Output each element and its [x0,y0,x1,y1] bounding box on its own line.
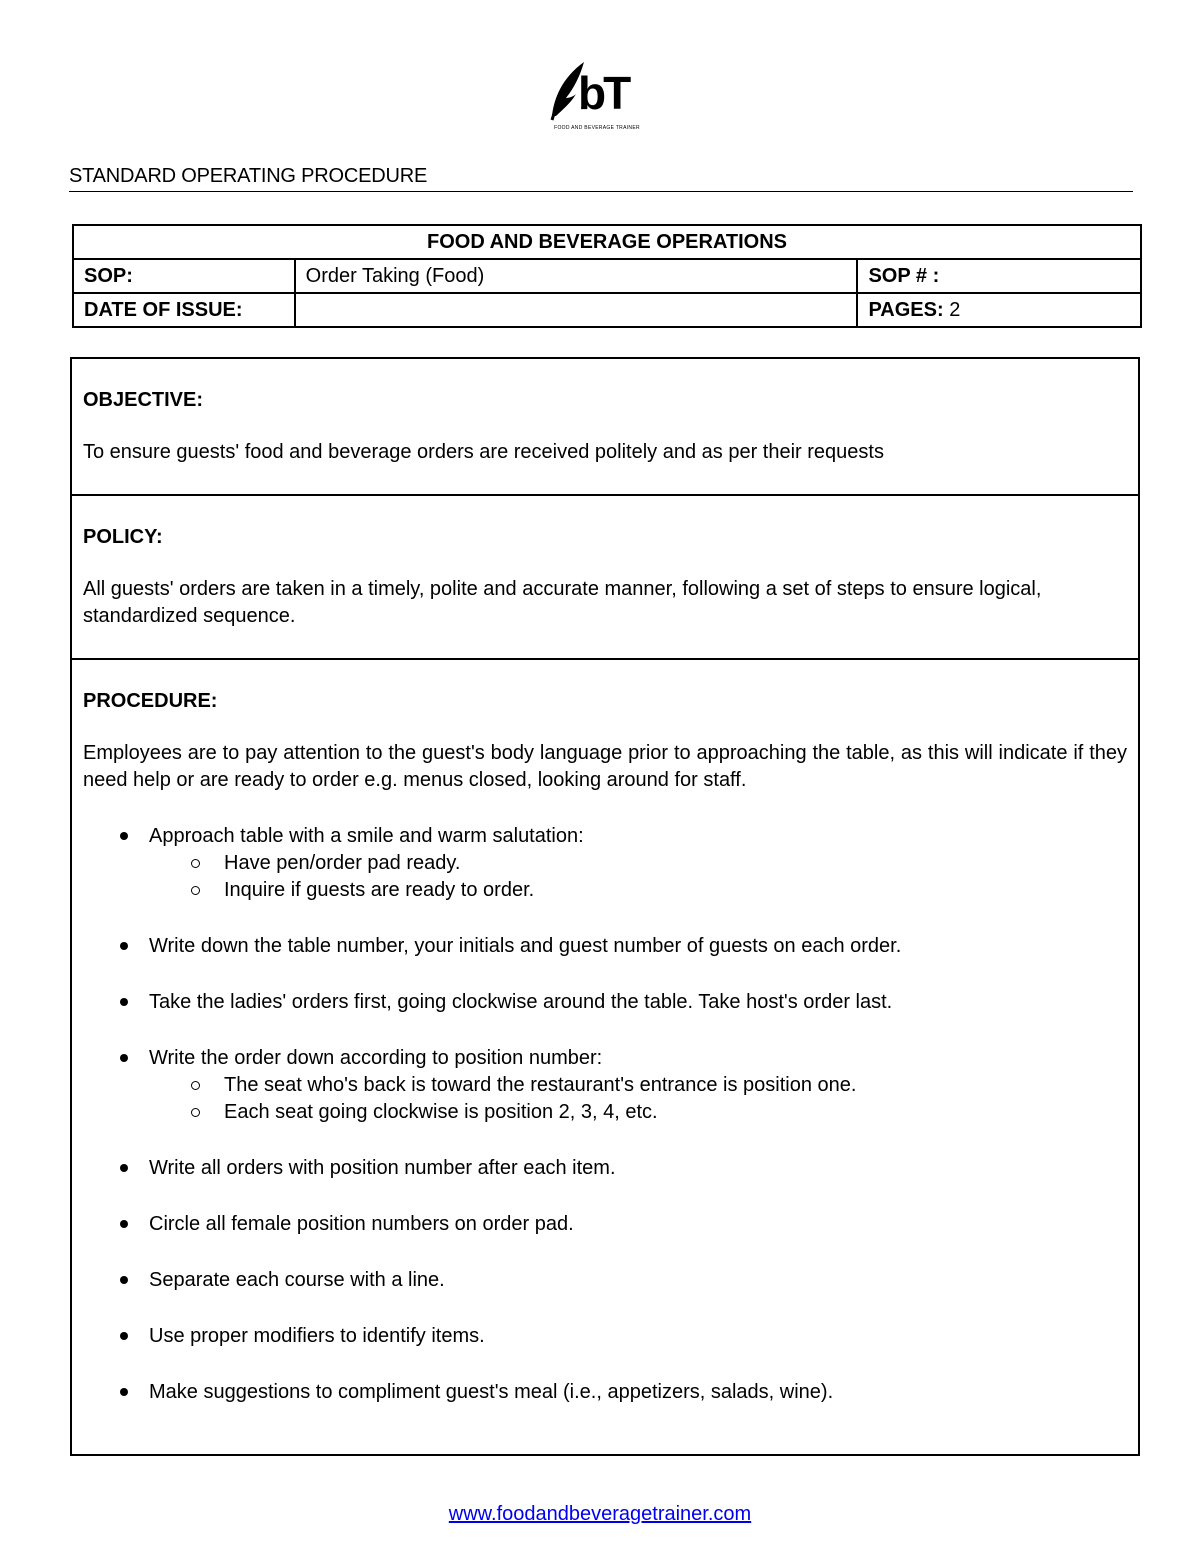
bullet-icon [120,942,128,950]
list-item [83,1211,1127,1238]
bullet-icon [120,1388,128,1396]
sub-list [149,1072,1127,1126]
step-text: Write the order down according to position number: [149,1047,603,1069]
sop-number-label: SOP # : [868,264,940,287]
sub-item [149,877,1127,904]
sop-number-cell [857,259,1141,293]
step-text: Make suggestions to compliment guest's meal (i.e., appetizers, salads, wine). [149,1381,834,1403]
objective-section [72,359,1138,496]
list-item [83,1379,1127,1406]
sub-text: Each seat going clockwise is position 2, 3, 4, etc. [224,1101,658,1123]
policy-section [72,496,1138,660]
pages-cell [857,293,1141,327]
sub-item [149,1072,1127,1099]
list-item [83,1045,1127,1126]
procedure-heading: PROCEDURE: [83,690,218,712]
bullet-icon [120,1054,128,1062]
sop-label: SOP: [73,259,295,293]
bullet-icon [120,1220,128,1228]
sop-info-table [72,224,1142,328]
objective-heading: OBJECTIVE: [83,389,204,411]
header-divider [69,191,1133,192]
sub-item [149,1099,1127,1126]
table-title: FOOD AND BEVERAGE OPERATIONS [73,225,1141,259]
step-text: Write all orders with position number after each item. [149,1157,616,1179]
sub-list [149,850,1127,904]
objective-text: To ensure guests' food and beverage orders are received politely and as per their requests [83,441,884,463]
sop-value: Order Taking (Food) [295,259,858,293]
sub-text: Inquire if guests are ready to order. [224,879,535,901]
document-header: STANDARD OPERATING PROCEDURE [69,165,428,187]
procedure-steps [83,823,1127,1406]
sub-text: The seat who's back is toward the restaurant's entrance is position one. [224,1074,857,1096]
step-text: Use proper modifiers to identify items. [149,1325,485,1347]
bullet-icon [120,832,128,840]
policy-heading: POLICY: [83,526,163,548]
step-text: Circle all female position numbers on order pad. [149,1213,574,1235]
list-item [83,989,1127,1016]
bullet-icon [120,998,128,1006]
policy-text: All guests' orders are taken in a timely, polite and accurate manner, following a set of steps to ensure logical, standardized sequence. [83,578,1042,627]
sub-bullet-icon [191,886,200,895]
procedure-intro: Employees are to pay attention to the guest's body language prior to approaching the table, as this will indicate if they need help or are ready to order e.g. menus closed, looking around for staff. [83,742,1127,791]
bullet-icon [120,1276,128,1284]
pages-label: PAGES: [868,298,944,321]
procedure-section [72,660,1138,1406]
sub-item [149,850,1127,877]
footer-website-link[interactable]: www.foodandbeveragetrainer.com [448,1503,752,1525]
list-item [83,1267,1127,1294]
bullet-icon [120,1332,128,1340]
list-item [83,823,1127,904]
logo-caption: FOOD AND BEVERAGE TRAINER [554,125,640,131]
list-item [83,1323,1127,1350]
content-box [70,357,1140,1456]
date-label: DATE OF ISSUE: [73,293,295,327]
sub-bullet-icon [191,1081,200,1090]
pages-value: 2 [949,298,961,321]
step-text: Take the ladies' orders first, going clockwise around the table. Take host's order last. [149,991,893,1013]
bullet-icon [120,1164,128,1172]
sub-bullet-icon [191,1108,200,1117]
date-value [295,293,858,327]
step-text: Approach table with a smile and warm salutation: [149,825,584,847]
logo-mark: bT [578,67,629,119]
step-text: Separate each course with a line. [149,1269,445,1291]
sub-bullet-icon [191,859,200,868]
sub-text: Have pen/order pad ready. [224,852,461,874]
list-item [83,933,1127,960]
step-text: Write down the table number, your initials and guest number of guests on each order. [149,935,902,957]
list-item [83,1155,1127,1182]
